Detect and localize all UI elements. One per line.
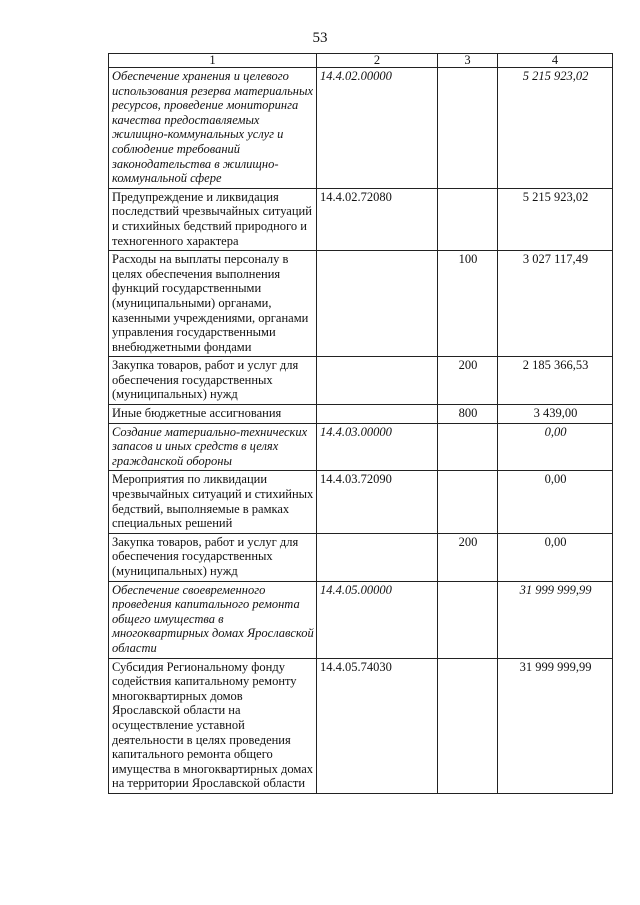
table-row [109, 68, 613, 189]
row-name-cell: Субсидия Региональному фонду содействия капитальному ремонту многоквартирных домов Ярославской области на осуществление уставной деятельности в целях проведения капитального ремонта общего имущества в многоквартирных домах на территории Ярославской области [109, 658, 317, 793]
column-header-1: 1 [109, 54, 317, 68]
row-expense-type-cell: 100 [438, 251, 498, 357]
row-amount-cell: 31 999 999,99 [498, 658, 613, 793]
row-code-cell [317, 533, 438, 581]
row-name-cell: Мероприятия по ликвидации чрезвычайных ситуаций и стихийных бедствий, выполняемые в рамках специальных решений [109, 471, 317, 533]
budget-table [108, 53, 613, 794]
row-expense-type-cell [438, 658, 498, 793]
row-amount-cell: 5 215 923,02 [498, 68, 613, 189]
row-amount-cell: 2 185 366,53 [498, 357, 613, 405]
row-amount-cell: 0,00 [498, 471, 613, 533]
row-code-cell: 14.4.02.00000 [317, 68, 438, 189]
row-amount-cell: 0,00 [498, 423, 613, 471]
row-name-cell: Обеспечение своевременного проведения капитального ремонта общего имущества в многоквартирных домах Ярославской области [109, 581, 317, 658]
table-row [109, 405, 613, 424]
table-row [109, 658, 613, 793]
row-expense-type-cell: 200 [438, 357, 498, 405]
row-code-cell: 14.4.03.00000 [317, 423, 438, 471]
table-row [109, 251, 613, 357]
row-name-cell: Закупка товаров, работ и услуг для обеспечения государственных (муниципальных) нужд [109, 357, 317, 405]
page-number: 53 [312, 30, 328, 46]
row-expense-type-cell: 800 [438, 405, 498, 424]
table-row [109, 357, 613, 405]
row-amount-cell: 0,00 [498, 533, 613, 581]
row-amount-cell: 5 215 923,02 [498, 188, 613, 250]
row-name-cell: Расходы на выплаты персоналу в целях обеспечения выполнения функций государственными (муниципальными) органами, казенными учреждениями, органами управления государственными внебюджетными фондами [109, 251, 317, 357]
table-row [109, 533, 613, 581]
row-code-cell: 14.4.05.00000 [317, 581, 438, 658]
table-row [109, 423, 613, 471]
row-expense-type-cell [438, 188, 498, 250]
table-row [109, 471, 613, 533]
row-name-cell: Закупка товаров, работ и услуг для обеспечения государственных (муниципальных) нужд [109, 533, 317, 581]
row-code-cell: 14.4.03.72090 [317, 471, 438, 533]
row-expense-type-cell [438, 471, 498, 533]
row-name-cell: Предупреждение и ликвидация последствий чрезвычайных ситуаций и стихийных бедствий природного и техногенного характера [109, 188, 317, 250]
row-amount-cell: 3 027 117,49 [498, 251, 613, 357]
table-row [109, 581, 613, 658]
row-code-cell [317, 405, 438, 424]
column-number-row [109, 54, 613, 68]
row-name-cell: Иные бюджетные ассигнования [109, 405, 317, 424]
row-name-cell: Создание материально-технических запасов и иных средств в целях гражданской обороны [109, 423, 317, 471]
row-amount-cell: 3 439,00 [498, 405, 613, 424]
table-row [109, 188, 613, 250]
row-expense-type-cell [438, 423, 498, 471]
row-amount-cell: 31 999 999,99 [498, 581, 613, 658]
row-code-cell [317, 251, 438, 357]
row-name-cell: Обеспечение хранения и целевого использования резерва материальных ресурсов, проведение мониторинга качества предоставляемых жилищно-коммунальных услуг и соблюдение требований законодательства в жилищно-коммунальной сфере [109, 68, 317, 189]
column-header-2: 2 [317, 54, 438, 68]
row-code-cell: 14.4.02.72080 [317, 188, 438, 250]
row-code-cell: 14.4.05.74030 [317, 658, 438, 793]
row-expense-type-cell: 200 [438, 533, 498, 581]
column-header-4: 4 [498, 54, 613, 68]
column-header-3: 3 [438, 54, 498, 68]
row-expense-type-cell [438, 581, 498, 658]
row-code-cell [317, 357, 438, 405]
row-expense-type-cell [438, 68, 498, 189]
